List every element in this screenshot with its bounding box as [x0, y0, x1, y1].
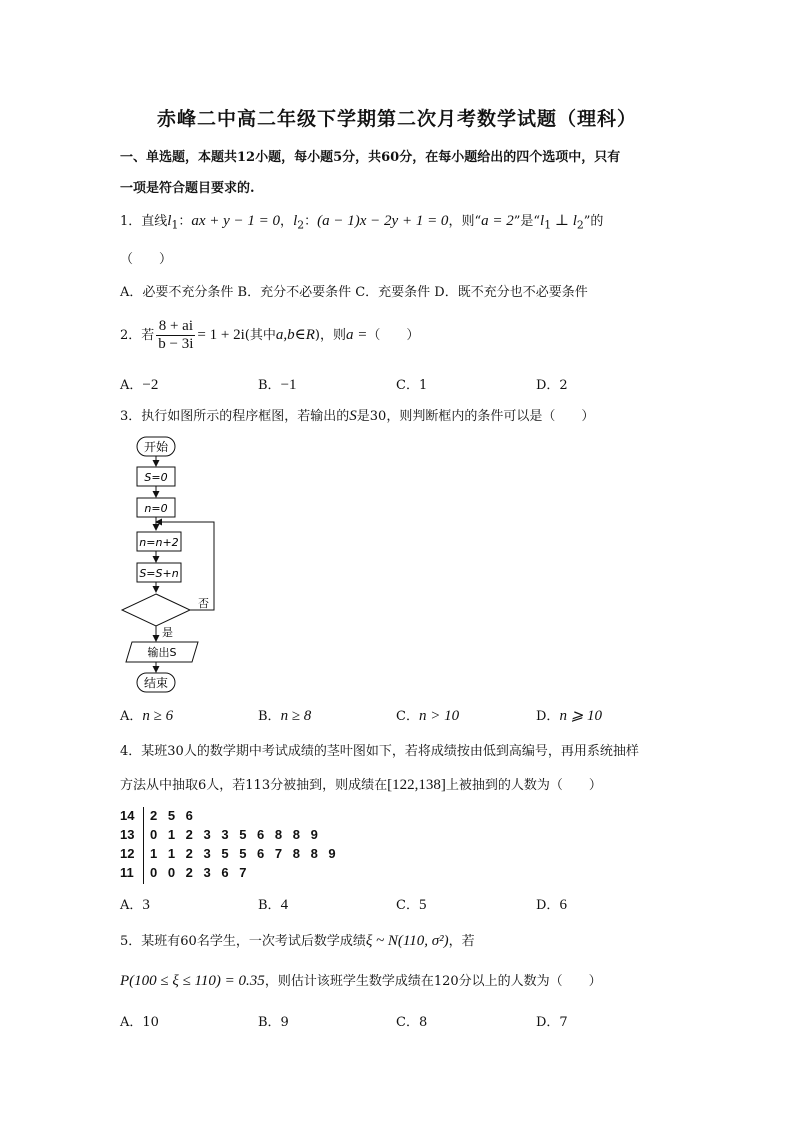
q1-cond: a = 2 [481, 213, 514, 229]
q4-interval: [122,138] [387, 777, 446, 793]
question-1 [120, 210, 603, 232]
flow-ssn: S=S+n [139, 567, 179, 580]
q2-option-a [120, 374, 158, 394]
q1-sub2: 2 [297, 218, 305, 232]
q2-option-b [258, 374, 297, 394]
stem-divider [143, 807, 144, 827]
q4-c-label: C． [396, 898, 419, 913]
q2-frac-den: b − 3i [158, 336, 194, 352]
q1-paren: （ ） [120, 252, 173, 267]
q3-s: S [349, 408, 357, 424]
q2-a-value: −2 [142, 377, 159, 393]
q5-option-d: D．7 [536, 1015, 568, 1030]
q3-c-value: n > 10 [418, 708, 460, 724]
q2-rhs: = 1 + 2i [197, 327, 245, 343]
q3-option-a [120, 705, 173, 725]
q4-option-c [396, 894, 426, 914]
q4-d-label: D． [536, 898, 560, 913]
q1-eq1: ax + y − 1 = 0 [191, 213, 281, 229]
q5-line-2a: ，则估计该班学生数学成绩在120分以上的人数为（ ） [264, 974, 602, 989]
q2-cond-end: )，则 [314, 328, 346, 343]
leaves: 1 1 2 3 5 5 6 7 8 8 9 [150, 846, 336, 861]
q2-cond-math: a,b∈R [275, 327, 315, 343]
q3-option-b [258, 705, 311, 725]
q4-b-value: 4 [280, 897, 289, 913]
q1-perp-l1: l [540, 213, 545, 229]
q5-option-c: C．8 [396, 1015, 428, 1030]
q3-option-d [536, 705, 602, 725]
question-3 [120, 405, 594, 425]
q4-option-d [536, 894, 567, 914]
section-line-1: 一、单选题，本题共12小题，每小题5分，共60分，在每小题给出的四个选项中，只有 [120, 150, 621, 165]
q4-line-1: 4．某班30人的数学期中考试成绩的茎叶图如下，若将成绩按由低到高编号，再用系统抽样 [120, 744, 639, 759]
q2-b-label: B． [258, 378, 281, 393]
q2-a-label: A． [120, 378, 143, 393]
q3-b-label: B． [258, 709, 281, 724]
q4-line-2 [120, 774, 602, 794]
q5-line-2 [120, 970, 602, 990]
q1-colon2: ： [304, 214, 318, 229]
q1-mid2: ”是“ [513, 214, 541, 229]
q2-ask: a = [345, 327, 368, 343]
stem-divider [143, 826, 144, 846]
q3-text-a: 3．执行如图所示的程序框图，若输出的 [120, 409, 350, 424]
q3-option-c [396, 705, 459, 725]
q5-distribution: ξ ~ N(110, σ²) [365, 933, 449, 949]
q4-option-b [258, 894, 288, 914]
q3-a-value: n ≥ 6 [142, 708, 174, 724]
q3-a-label: A． [120, 709, 143, 724]
q1-sep: ， [280, 214, 294, 229]
q1-perp-sub1: 1 [544, 218, 552, 232]
flow-n2: n=n+2 [139, 536, 179, 549]
q4-d-value: 6 [559, 897, 567, 913]
stem: 13 [120, 827, 135, 842]
q4-a-value: 3 [142, 897, 150, 913]
q1-colon: ： [178, 214, 192, 229]
flow-yes: 是 [162, 626, 173, 639]
q2-paren: （ ） [367, 328, 420, 343]
q4-line-2b: 上被抽到的人数为（ ） [445, 778, 602, 793]
q1-l2: l [293, 213, 298, 229]
flow-no: 否 [198, 597, 209, 610]
q2-option-d: D．2 [536, 378, 568, 393]
flow-n0: n=0 [144, 502, 168, 515]
stem: 11 [120, 865, 134, 880]
q1-l1: l [167, 213, 172, 229]
q2-b-value: −1 [280, 377, 297, 393]
q4-line-2a: 方法从中抽取6人，若113分被抽到，则成绩在 [120, 778, 388, 793]
flow-decision [122, 594, 190, 626]
q4-c-value: 5 [418, 897, 427, 913]
q5-option-a: A．10 [120, 1015, 159, 1030]
section-line-2: 一项是符合题目要求的. [120, 181, 255, 196]
q3-b-value: n ≥ 8 [280, 708, 312, 724]
q1-perp-sub2: 2 [576, 218, 584, 232]
leaves: 2 5 6 [150, 808, 193, 823]
q5-probability: P(100 ≤ ξ ≤ 110) = 0.35 [120, 973, 265, 989]
q4-option-a [120, 894, 150, 914]
stem-divider [143, 864, 144, 884]
q5-line-1 [120, 930, 475, 950]
flow-output: 输出S [147, 646, 177, 659]
q3-c-label: C． [396, 709, 419, 724]
stem-divider [143, 845, 144, 865]
stem: 12 [120, 846, 135, 861]
flowchart [110, 430, 240, 695]
question-2 [120, 318, 419, 353]
q1-options: A．必要不充分条件 B．充分不必要条件 C．充要条件 D．既不充分也不必要条件 [120, 285, 588, 300]
q4-a-label: A． [120, 898, 143, 913]
q5-option-b: B．9 [258, 1015, 289, 1030]
q2-frac-num: 8 + ai [156, 318, 195, 336]
q1-perp: ⊥ [551, 213, 573, 229]
q2-fraction [156, 318, 195, 353]
leaves: 0 0 2 3 6 7 [150, 865, 247, 880]
q1-perp-l2: l [572, 213, 577, 229]
q1-eq2: (a − 1)x − 2y + 1 = 0 [317, 213, 449, 229]
q2-option-c: C．1 [396, 378, 428, 393]
q5-line-1b: ，若 [448, 934, 475, 949]
flow-s0: S=0 [144, 471, 168, 484]
q1-sub1: 1 [171, 218, 179, 232]
flow-start: 开始 [143, 440, 169, 454]
q5-line-1a: 5．某班有60名学生，一次考试后数学成绩 [120, 934, 366, 949]
page-title: 赤峰二中高二年级下学期第二次月考数学试题（理科） [156, 108, 637, 130]
q1-tail: ”的 [583, 214, 604, 229]
q1-mid: ，则“ [448, 214, 482, 229]
q3-d-label: D． [536, 709, 560, 724]
q2-num: 2．若 [120, 328, 155, 343]
q3-d-value: n ⩾ 10 [559, 708, 603, 724]
stem: 14 [120, 808, 135, 823]
q3-text-b: 是30，则判断框内的条件可以是（ ） [356, 409, 595, 424]
q1-num: 1．直线 [120, 214, 168, 229]
flow-end: 结束 [143, 676, 169, 690]
q2-cond: (其中 [244, 328, 276, 343]
q4-b-label: B． [258, 898, 281, 913]
leaves: 0 1 2 3 3 5 6 8 8 9 [150, 827, 318, 842]
